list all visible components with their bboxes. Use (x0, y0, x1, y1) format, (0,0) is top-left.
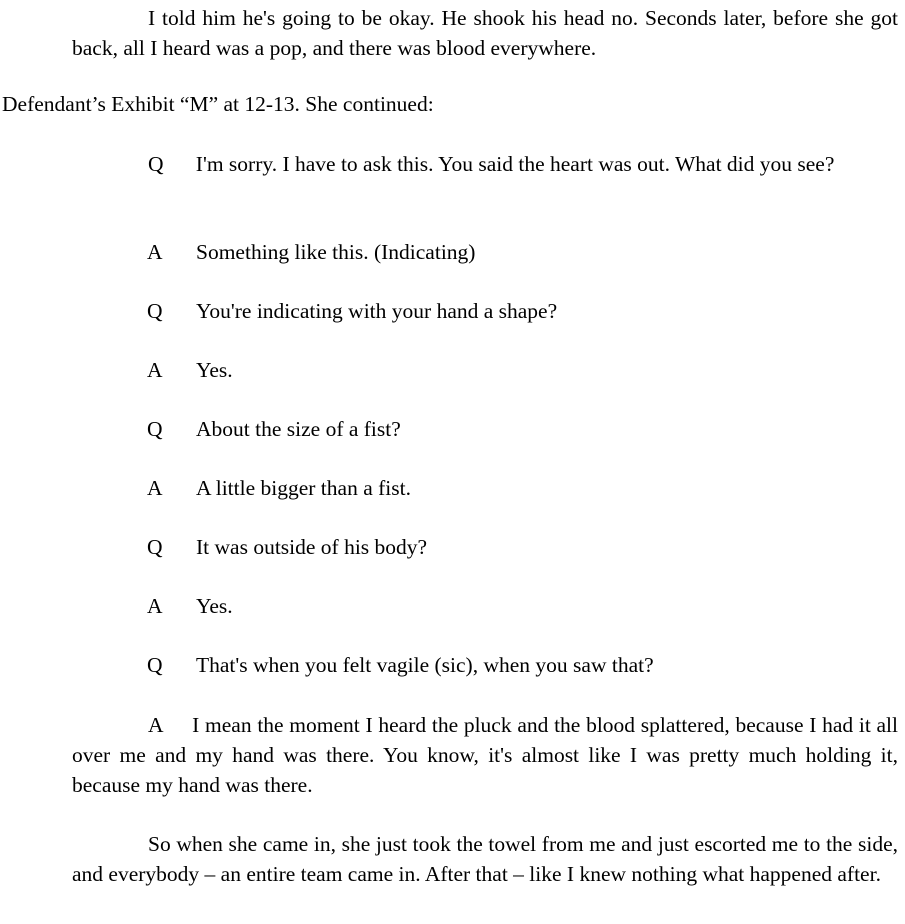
transcript-text: Yes. (196, 594, 233, 618)
transcript-speaker: Q (148, 152, 164, 176)
transcript-entry-1 (72, 149, 898, 179)
exhibit-citation: Defendant’s Exhibit “M” at 12-13. She continued: (2, 92, 434, 116)
transcript-speaker: A (147, 476, 163, 500)
transcript-speaker: A (147, 594, 163, 618)
transcript-speaker: Q (147, 299, 163, 323)
transcript-speaker: Q (147, 535, 163, 559)
transcript-speaker: Q (147, 653, 163, 677)
transcript-speaker: A (148, 713, 164, 737)
transcript-text: I'm sorry. I have to ask this. You said the heart was out. What did you see? (195, 152, 835, 176)
transcript-text: It was outside of his body? (196, 535, 428, 559)
closing-paragraph: So when she came in, she just took the towel from me and just escorted me to the side, and everybody – an entire team came in. After that – like I knew nothing what happened after. (72, 832, 898, 886)
transcript-text: Yes. (196, 358, 233, 382)
transcript-entry-10 (72, 710, 898, 800)
transcript-text: I mean the moment I heard the pluck and the blood splattered, because I had it all over me and my hand was there. You know, it's almost like I was pretty much holding it, because my hand was there. (72, 713, 899, 797)
transcript-speaker: Q (147, 417, 163, 441)
transcript-text: A little bigger than a fist. (196, 476, 411, 500)
transcript-speaker: A (147, 358, 163, 382)
transcript-text: You're indicating with your hand a shape? (196, 299, 558, 323)
transcript-speaker: A (147, 240, 163, 264)
opening-quote-paragraph: I told him he's going to be okay. He shook his head no. Seconds later, before she got back, all I heard was a pop, and there was blood everywhere. (72, 6, 898, 60)
transcript-text: Something like this. (Indicating) (196, 240, 476, 264)
transcript-text: About the size of a fist? (196, 417, 401, 441)
transcript-text: That's when you felt vagile (sic), when you saw that? (196, 653, 654, 677)
